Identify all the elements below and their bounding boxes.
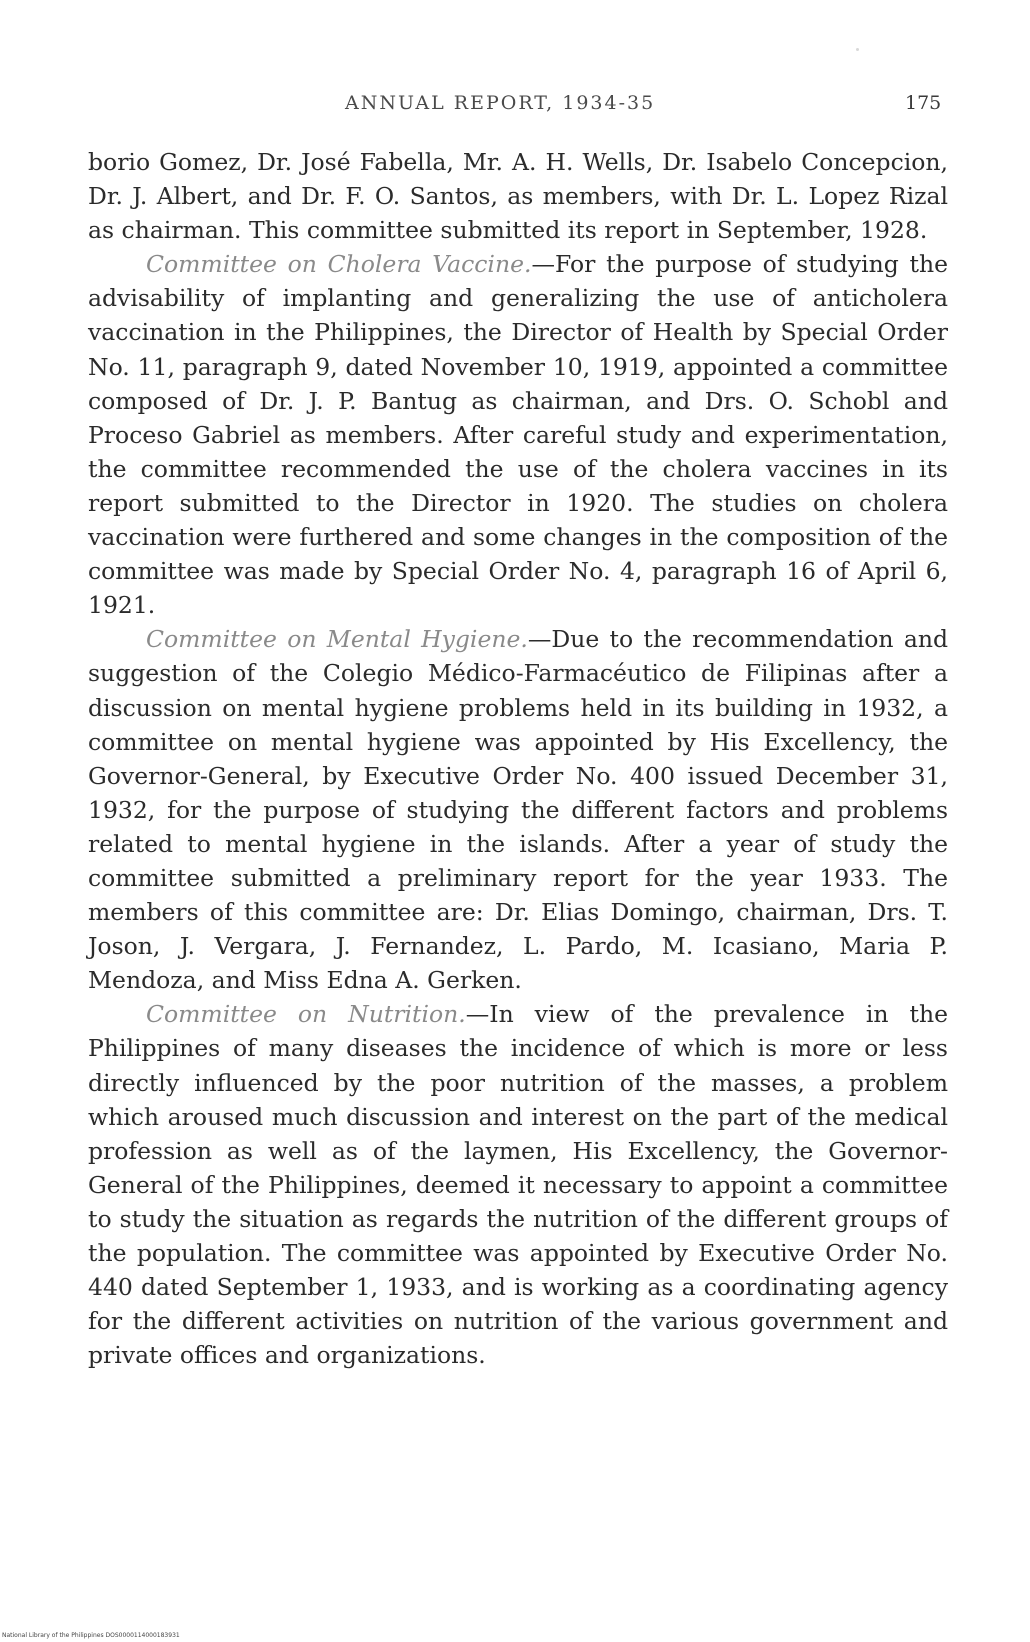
report-body	[88, 145, 948, 1372]
paragraph-text: —Due to the recommendation and suggestion of the Colegio Médico-Farmacéutico de Filipinas after a discussion on mental hygiene problems held in its building in 1932, a committee on mental hygiene was appointed by His Excellency, the Governor-General, by Executive Order No. 400 issued December 31, 1932, for the purpose of studying the different factors and problems related to mental hygiene in the islands. After a year of study the committee submitted a preliminary report for the year 1933. The members of this committee are: Dr. Elias Domingo, chairman, Drs. T. Joson, J. Vergara, J. Fernandez, L. Pardo, M. Icasiano, Maria P. Mendoza, and Miss Edna A. Gerken.	[88, 625, 949, 995]
page-header	[0, 92, 1030, 122]
section-heading: Committee on Mental Hygiene.	[146, 625, 528, 654]
paragraph-text: —For the purpose of studying the advisability of implanting and generalizing the use of anticholera vaccination in the Philippines, the Director of Health by Special Order No. 11, paragraph 9, dated November 10, 1919, appointed a committee composed of Dr. J. P. Bantug as chairman, and Drs. O. Schobl and Proceso Gabriel as members. After careful study and experimentation, the committee recommended the use of the cholera vaccines in its report submitted to the Director in 1920. The studies on cholera vaccination were furthered and some changes in the composition of the committee was made by Special Order No. 4, paragraph 16 of April 6, 1921.	[88, 250, 949, 620]
scan-speck	[856, 48, 859, 51]
paragraph-continuation	[88, 145, 948, 247]
scan-footer: National Library of the Philippines DOS0000114000183931	[2, 1632, 180, 1639]
paragraph-nutrition	[88, 997, 948, 1372]
page-number: 175	[905, 92, 942, 114]
section-heading: Committee on Nutrition.	[146, 1000, 466, 1029]
paragraph-cholera-vaccine	[88, 247, 948, 622]
section-heading: Committee on Cholera Vaccine.	[146, 250, 532, 279]
paragraph-text: borio Gomez, Dr. José Fabella, Mr. A. H. Wells, Dr. Isabelo Concepcion, Dr. J. Albert, and Dr. F. O. Santos, as members, with Dr. L. Lopez Rizal as chairman. This committee submitted its report in September, 1928.	[88, 148, 948, 245]
paragraph-mental-hygiene	[88, 622, 948, 997]
running-title: ANNUAL REPORT, 1934-35	[345, 92, 656, 114]
paragraph-text: —In view of the prevalence in the Philippines of many diseases the incidence of which is more or less directly influenced by the poor nutrition of the masses, a problem which aroused much discussion and interest on the part of the medical profession as well as of the laymen, His Excellency, the Governor-General of the Philippines, deemed it necessary to appoint a committee to study the situation as regards the nutrition of the different groups of the population. The committee was appointed by Executive Order No. 440 dated September 1, 1933, and is working as a coordinating agency for the different activities on nutrition of the various government and private offices and organizations.	[88, 1000, 948, 1370]
